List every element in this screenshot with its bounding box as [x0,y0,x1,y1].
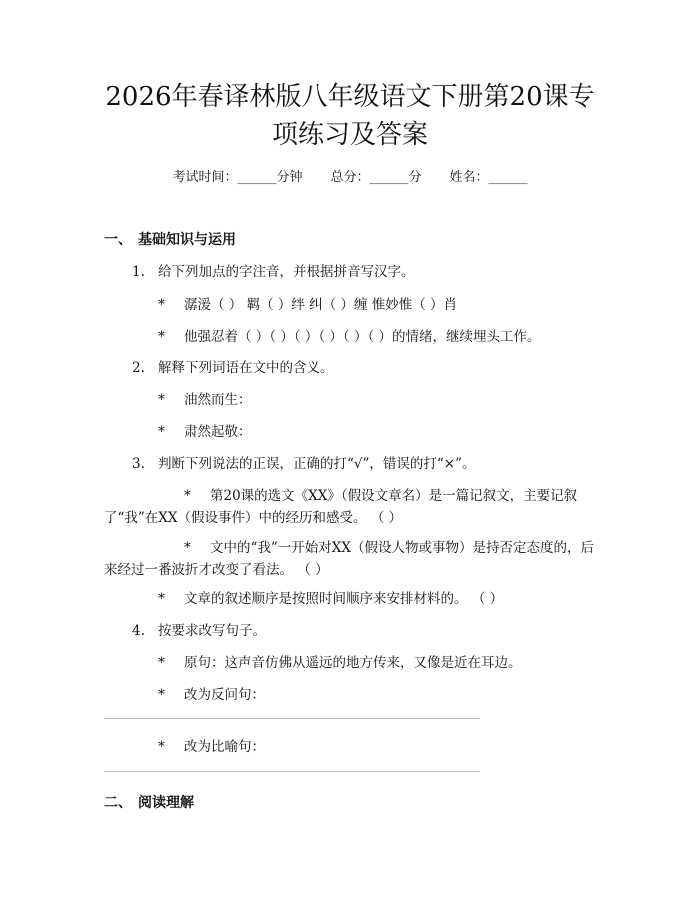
question-2-item-1 [158,390,252,410]
section-2-heading [104,793,194,813]
question-1 [132,262,415,282]
question-4-item-2-text: 改为反问句： [184,687,265,703]
bullet-marker: * [158,739,165,755]
bullet-marker: * [158,424,165,440]
question-4 [132,621,266,641]
question-2-item-2 [158,422,252,442]
answer-line-1 [104,718,480,719]
bullet-marker: * [184,540,191,556]
question-1-item-1 [158,295,457,315]
title-line-1: 2026年春译林版八年级语文下册第20课专 [105,82,595,112]
question-4-item-1-text: 原句：这声音仿佛从遥远的地方传来，又像是近在耳边。 [184,655,522,671]
question-4-number: 4. [132,623,145,639]
question-3-number: 3. [132,456,145,472]
question-3-item-1-text: 第20课的选文《XX》（假设文章名）是一篇记叙文，主要记叙了“我”在XX（假设事件）中的经历和感受。 （ ） [104,488,578,526]
question-2-text: 解释下列词语在文中的含义。 [158,360,334,376]
total-score-label: 总分：______分 [330,170,422,185]
question-3-item-2-text: 文中的“我”一开始对XX（假设人物或事物）是持否定态度的，后来经过一番波折才改变了看法。 （ ） [104,540,595,578]
document-title [60,78,640,154]
section-2-title: 阅读理解 [138,795,194,811]
question-1-item-2-text: 他强忍着（ ）（ ）（ ）（ ）（ ）（ ）的情绪，继续埋头工作。 [184,329,541,345]
question-1-number: 1. [132,264,145,280]
question-3 [132,454,476,474]
question-2-number: 2. [132,360,145,376]
section-1-title: 基础知识与运用 [138,232,236,248]
bullet-marker: * [158,392,165,408]
exam-time-label: 考试时间：______分钟 [172,170,303,185]
question-4-item-2 [158,685,265,705]
question-1-item-1-text: 潺湲（ ） 羁（ ）绊 纠（ ）缠 惟妙惟（ ）肖 [184,297,458,313]
bullet-marker: * [158,297,165,313]
section-1-number: 一、 [104,232,132,248]
exam-meta [0,168,700,188]
title-line-2: 项练习及答案 [271,120,428,150]
question-1-text: 给下列加点的字注音，并根据拼音写汉字。 [158,264,415,280]
section-2-number: 二、 [104,795,132,811]
bullet-marker: * [158,655,165,671]
bullet-marker: * [158,329,165,345]
bullet-marker: * [158,687,165,703]
question-3-item-1 [104,485,598,529]
name-label: 姓名：______ [449,170,528,185]
question-4-text: 按要求改写句子。 [158,623,266,639]
question-2-item-2-text: 肃然起敬： [184,424,252,440]
question-3-text: 判断下列说法的正误，正确的打“√”，错误的打“×”。 [158,456,476,472]
question-2-item-1-text: 油然而生： [184,392,252,408]
question-3-item-2 [104,537,598,581]
question-2 [132,358,334,378]
question-1-item-2 [158,327,541,347]
answer-line-2 [104,771,480,772]
question-4-item-1 [158,653,522,673]
question-4-item-3-text: 改为比喻句： [184,739,265,755]
question-4-item-3 [158,737,265,757]
section-1-heading [104,230,236,250]
bullet-marker: * [158,591,165,607]
bullet-marker: * [184,488,191,504]
question-3-item-3 [158,589,503,609]
question-3-item-3-text: 文章的叙述顺序是按照时间顺序来安排材料的。 （ ） [184,591,504,607]
